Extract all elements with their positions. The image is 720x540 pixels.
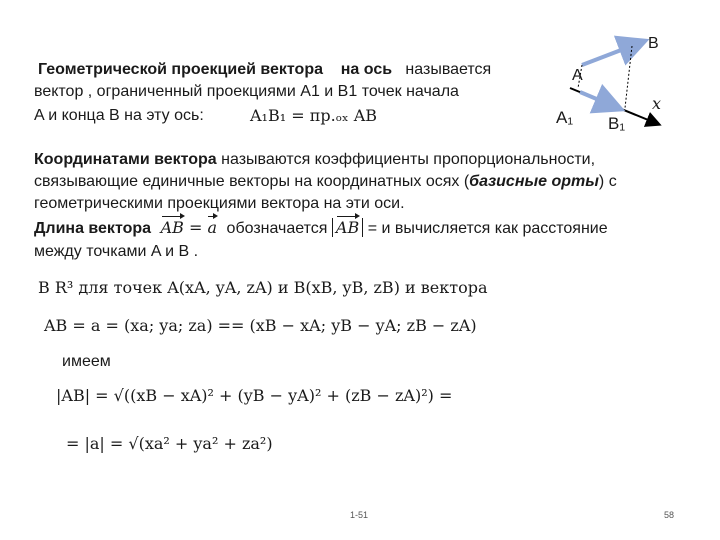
footer-page-number: 58 [664, 510, 675, 520]
para2-rest: называются коэффициенты пропорциональности, [221, 151, 596, 168]
para3-line2: между точками A и B . [34, 243, 199, 260]
para2-line2-start: связывающие единичные векторы на координатных осях ( [34, 173, 470, 190]
para3-mid: обозначается [226, 220, 328, 237]
para3-bold: Длина вектора [34, 220, 152, 237]
para1-line1 [38, 60, 491, 80]
para1-line3: A и конца B на эту ось: [34, 107, 204, 124]
diagram-label-b1: B₁ [608, 114, 626, 133]
para2-line3: геометрическими проекциями вектора на эти оси. [34, 195, 405, 212]
footer-center: 1-51 [350, 510, 369, 520]
diagram-label-x: x [652, 94, 662, 113]
para2-line2-end: ) с [598, 173, 617, 190]
diagram-label-b: B [648, 35, 659, 52]
projection-vector-line [580, 92, 618, 108]
diagram-label-a1: A₁ [556, 108, 574, 127]
para2-line1 [34, 150, 595, 170]
para4-line3: |AB| = √((xB − xA)² + (yB − yA)² + (zB − zA)²) = [56, 386, 453, 405]
vector-ab-line [582, 42, 642, 65]
para2-line2 [34, 172, 617, 192]
para4-line2: AB = a = (xa; ya; za) == (xB − xA; yB − yA; zB − zA) [44, 316, 477, 335]
para1-formula: A₁B₁ = пр.ₒₓ AB [250, 106, 378, 125]
para3-line1 [34, 218, 608, 239]
para1-bold1: Геометрической проекцией вектора [38, 61, 323, 78]
para4-line1: В R³ для точек A(xA, yA, zA) и B(xB, yB, zB) и вектора [38, 278, 488, 297]
para1-bold2: на ось [340, 61, 393, 78]
para3-tail: = и вычисляется как расстояние [367, 220, 608, 237]
projection-b-line [625, 46, 632, 108]
para3-vec-eq: AB = a [160, 218, 217, 237]
diagram-label-a: A [572, 67, 583, 84]
para2-bold: Координатами вектора [34, 151, 217, 168]
para4-imeem: имеем [62, 353, 111, 370]
para2-basis: базисные орты [469, 173, 599, 190]
para3-abs: AB [332, 218, 363, 237]
para1-line2: вектор , ограниченный проекциями A1 и B1 точек начала [34, 83, 459, 100]
para1-tail: называется [405, 61, 492, 78]
para4-line4: = |a| = √(xa² + ya² + za²) [66, 434, 273, 453]
